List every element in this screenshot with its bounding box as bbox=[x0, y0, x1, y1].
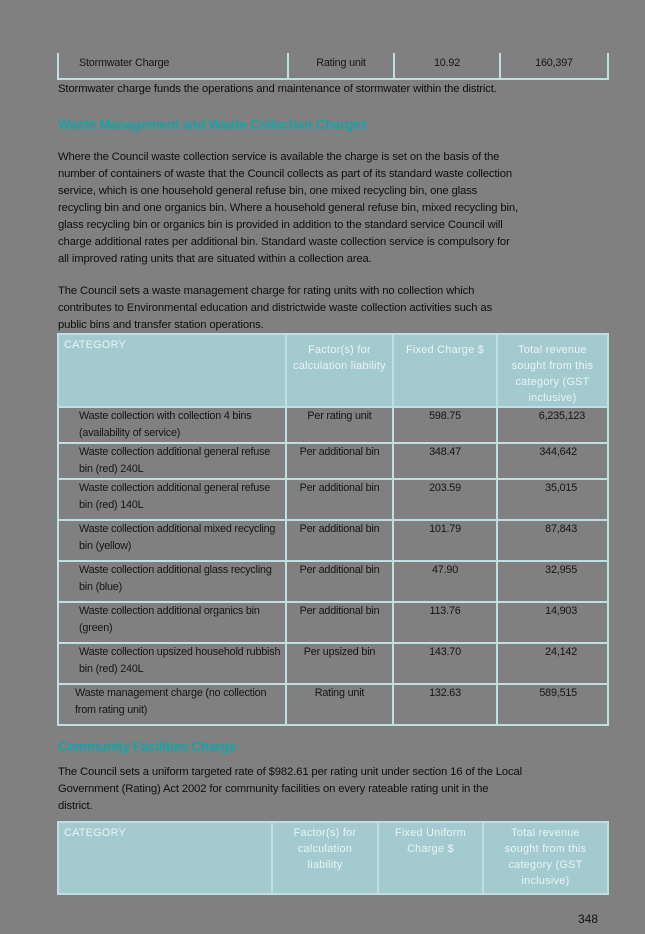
stormwater-note: Stormwater charge funds the operations and maintenance of stormwater within the district. bbox=[58, 83, 497, 95]
header-factor: Factor(s) for calculation liability bbox=[272, 822, 378, 894]
waste-paragraph-1: Where the Council waste collection service is available the charge is set on the basis of the number of containers of waste that the Council collects as part of its standard waste collection service, which is one household general refuse bin, one mixed recycling bin, one glass recycling bin and one organics bin. Where a household general refuse bin, mixed recycling bin, glass recycling bin or organics bin is provided in addition to the standard service Council will charge additional rates per additional bin. Standard waste collection service is compulsory for all improved rating units that are situated within a collection area. bbox=[58, 151, 519, 265]
table-row: Waste collection additional glass recycling bin (blue) Per additional bin 47.90 32,955 bbox=[58, 561, 608, 602]
header-category: CATEGORY bbox=[58, 822, 272, 894]
community-charges-table bbox=[57, 821, 609, 895]
stormwater-category: Stormwater Charge bbox=[58, 53, 288, 79]
table-row: Waste collection additional general refuse bin (red) 240L Per additional bin 348.47 344,642 bbox=[58, 443, 608, 479]
table-row: Waste collection additional mixed recycling bin (yellow) Per additional bin 101.79 87,843 bbox=[58, 520, 608, 561]
header-fixed-charge: Fixed Charge $ bbox=[393, 334, 497, 407]
table-row bbox=[58, 53, 608, 79]
table-row: Waste collection additional general refuse bin (red) 140L Per additional bin 203.59 35,015 bbox=[58, 479, 608, 520]
waste-paragraph-2: The Council sets a waste management charge for rating units with no collection which contributes to Environmental education and districtwide waste collection activities such as public bins and transfer station operations. bbox=[58, 285, 493, 331]
table-header-row bbox=[58, 822, 608, 894]
community-heading: Community Facilities Charge bbox=[58, 739, 236, 754]
waste-charges-table bbox=[57, 333, 609, 726]
header-fixed-uniform-charge: Fixed Uniform Charge $ bbox=[378, 822, 483, 894]
stormwater-charge: 10.92 bbox=[394, 53, 500, 79]
table-row: Waste management charge (no collection from rating unit) Rating unit 132.63 589,515 bbox=[58, 684, 608, 725]
table-row: Waste collection with collection 4 bins (availability of service) Per rating unit 598.75 6,235,123 bbox=[58, 407, 608, 443]
stormwater-factor: Rating unit bbox=[288, 53, 394, 79]
stormwater-revenue: 160,397 bbox=[500, 53, 608, 79]
waste-heading: Waste Management and Waste Collection Charges bbox=[58, 117, 368, 132]
page-number: 348 bbox=[578, 912, 599, 926]
table-row: Waste collection additional organics bin (green) Per additional bin 113.76 14,903 bbox=[58, 602, 608, 643]
table-header-row bbox=[58, 334, 608, 407]
header-total-revenue: Total revenue sought from this category (GST inclusive) bbox=[483, 822, 608, 894]
header-category: CATEGORY bbox=[58, 334, 286, 407]
stormwater-table bbox=[57, 53, 609, 80]
table-row: Waste collection upsized household rubbish bin (red) 240L Per upsized bin 143.70 24,142 bbox=[58, 643, 608, 684]
header-factor: Factor(s) for calculation liability bbox=[286, 334, 393, 407]
header-total-revenue: Total revenue sought from this category (GST inclusive) bbox=[497, 334, 608, 407]
community-paragraph: The Council sets a uniform targeted rate of $982.61 per rating unit under section 16 of the Local Government (Rating) Act 2002 for community facilities on every rateable rating unit in the district. bbox=[58, 766, 522, 812]
